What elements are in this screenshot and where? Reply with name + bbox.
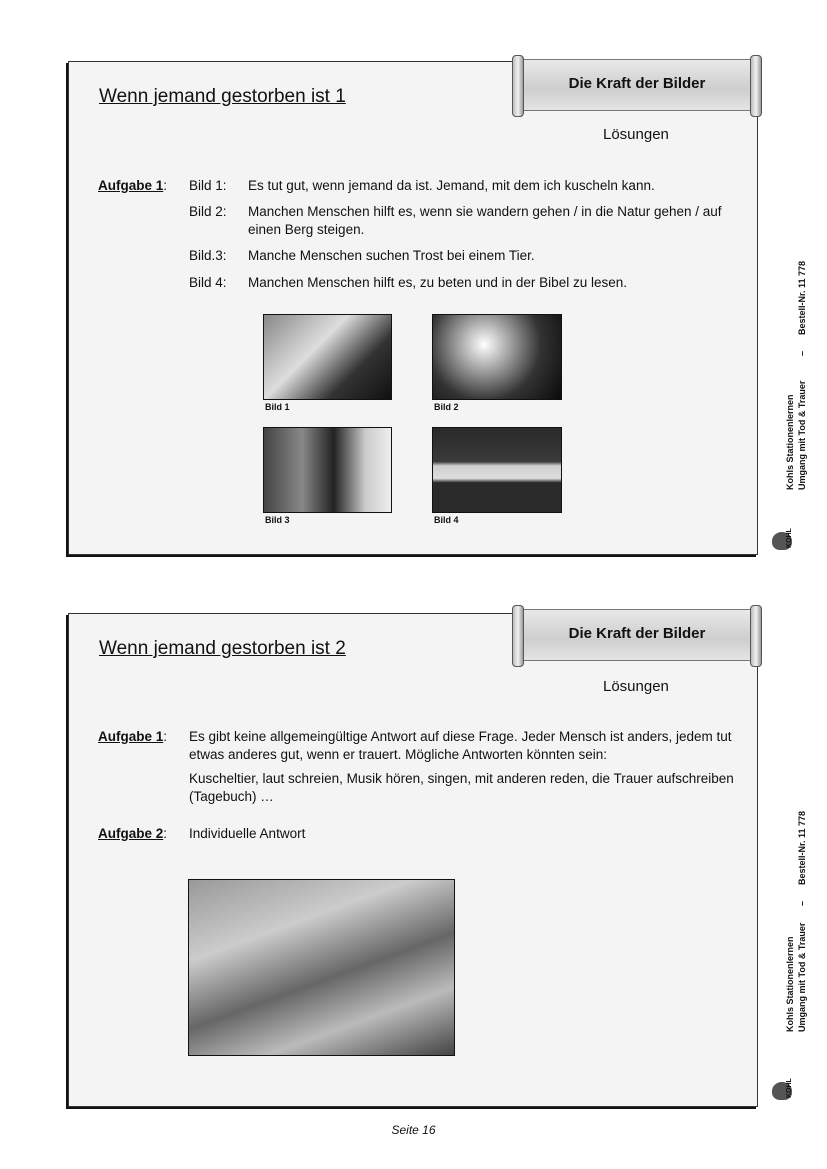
dash: –	[797, 900, 807, 906]
dash: –	[797, 350, 807, 356]
photo-caption: Bild 4	[434, 515, 459, 525]
answer-examples: Kuscheltier, laut schreien, Musik hören, singen, mit anderen reden, die Trauer aufschreiben (Tagebuch) …	[189, 771, 734, 804]
answer-text: Individuelle Antwort	[189, 826, 306, 841]
photo-hug	[263, 314, 392, 400]
photo-hiker	[432, 314, 562, 400]
solutions-label: Lösungen	[603, 126, 669, 143]
photo-child-teddy	[188, 879, 455, 1056]
answer-text: Manchen Menschen hilft es, zu beten und in der Bibel zu lesen.	[248, 275, 627, 290]
task-label: Aufgabe 1:	[98, 178, 168, 193]
publisher-logo: KOHL	[786, 1078, 793, 1098]
photo-dog	[263, 427, 392, 513]
sidebar-imprint	[772, 800, 822, 1100]
photo-caption: Bild 1	[265, 402, 290, 412]
image-label: Bild.3:	[189, 248, 227, 263]
series-subtitle: Umgang mit Tod & Trauer	[797, 380, 807, 490]
photo-bible	[432, 427, 562, 513]
task-label: Aufgabe 1:	[98, 729, 168, 744]
header-scroll-banner	[512, 605, 762, 665]
publisher-logo: KOHL	[786, 528, 793, 548]
answer-text: Es gibt keine allgemeingültige Antwort auf diese Frage. Jeder Mensch ist anders, jedem tut etwas anderes gut, wenn er trauert. Mögliche Antworten könnten sein:	[189, 729, 732, 762]
image-label: Bild 2:	[189, 204, 227, 219]
sidebar-imprint	[772, 250, 822, 550]
photo-caption: Bild 2	[434, 402, 459, 412]
image-label: Bild 1:	[189, 178, 227, 193]
page-number: Seite 16	[391, 1123, 436, 1137]
series-title: Kohls Stationenlernen	[785, 394, 795, 490]
card-title: Wenn jemand gestorben ist 2	[99, 638, 346, 659]
order-number: Bestell-Nr. 11 778	[797, 810, 807, 885]
answer-text: Manche Menschen suchen Trost bei einem Tier.	[248, 248, 535, 263]
series-title: Kohls Stationenlernen	[785, 936, 795, 1032]
answer-text: Es tut gut, wenn jemand da ist. Jemand, mit dem ich kuscheln kann.	[248, 178, 655, 193]
image-label: Bild 4:	[189, 275, 227, 290]
photo-caption: Bild 3	[265, 515, 290, 525]
card-title: Wenn jemand gestorben ist 1	[99, 86, 346, 107]
order-number: Bestell-Nr. 11 778	[797, 260, 807, 335]
banner-label: Die Kraft der Bilder	[568, 625, 706, 642]
series-subtitle: Umgang mit Tod & Trauer	[797, 922, 807, 1032]
answer-text: Manchen Menschen hilft es, wenn sie wandern gehen / in die Natur gehen / auf einen Berg steigen.	[248, 204, 722, 237]
solutions-label: Lösungen	[603, 678, 669, 695]
header-scroll-banner	[512, 55, 762, 115]
banner-label: Die Kraft der Bilder	[568, 75, 706, 92]
task-label: Aufgabe 2:	[98, 826, 168, 841]
